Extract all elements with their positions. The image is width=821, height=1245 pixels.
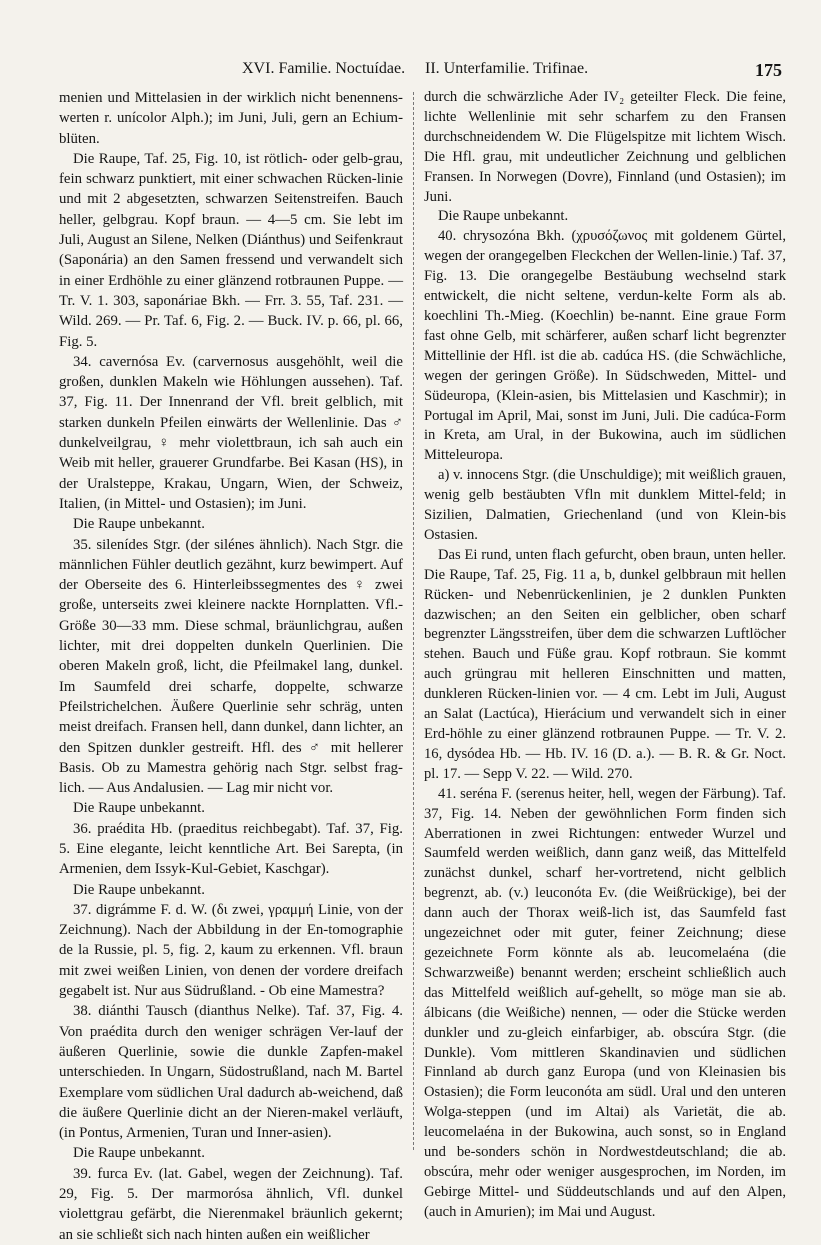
paragraph: 35. silenídes Stgr. (der silénes ähnlich). Nach Stgr. die männlichen Fühler deutlich gezähnt, kurz bewimpert. Auf der Oberseite des 6. Hinterleibssegmentes des ♀ zwei große, unterseits zwei kleinere nackte Hornplatten. Vfl.-Größe 30—33 mm. Diese schmal, bräunlichgrau, außen lichter, mit drei doppelten dunkeln Querlinien. Die oberen Makeln groß, licht, die Pfeilmakel lang, dunkel. Im Saumfeld drei scharfe, doppelte, schwarze Pfeilstrichelchen. Äußere Querlinie sehr schräg, unten meist dreifach. Fransen hell, dann dunkel, dann lichter, an den Spitzen dunkler gestreift. Hfl. des ♂ mit hellerer Basis. Ob zu Mamestra gehörig nach Stgr. selbst frag-lich. — Aus Andalusien. — Lag mir nicht vor. xyxy=(59,536,403,797)
paragraph: Die Raupe unbekannt. xyxy=(73,1145,205,1162)
paragraph: Die Raupe unbekannt. xyxy=(73,516,205,533)
paragraph: Das Ei rund, unten flach gefurcht, oben braun, unten heller. Die Raupe, Taf. 25, Fig. 11 a, b, dunkel gelbbraun mit hellen Rücken- und Nebenrückenlinien, je 2 dunklen Punkten dazwischen; an den Seiten ein gelblicher, oben scharf begrenzter Längsstreifen, über dem die schwarzen Luftlöcher stehen. Bauch und Füße grau. Kopf rotbraun. Sie kommt auch grüngrau mit helleren Einschnitten und matten, dunkleren Rücken-linien vor. — 4 cm. Lebt im Juli, August an Salat (Lactúca), Hierácium und verwandelt sich in einer Erd-höhle zu einer glänzend rotbraunen Puppe. — Tr. V. 2. 16, dysódea Hb. — Hb. IV. 16 (D. a.). — B. R. & Gr. Noct. pl. 17. — Sepp V. 22. — Wild. 270. xyxy=(424,546,786,782)
left-column xyxy=(59,88,403,1245)
paragraph: Die Raupe unbekannt. xyxy=(73,881,205,898)
paragraph: menien und Mittelasien in der wirklich nicht benennens-werten r. unícolor Alph.); im Juni, Juli, gern an Echium-blüten. xyxy=(59,90,403,147)
paragraph: a) v. innocens Stgr. (die Unschuldige); mit weißlich grauen, wenig gelb bestäubten Vfln mit dunklem Mittel-feld; in Sizilien, Dalmatien, Griechenland (und von Klein-bis Ostasien. xyxy=(424,467,787,543)
paragraph: Die Raupe unbekannt. xyxy=(73,800,205,817)
header-subfamily: II. Unterfamilie. Trifinae. xyxy=(425,60,589,77)
paragraph: 38. diánthi Tausch (dianthus Nelke). Taf. 37, Fig. 4. Von praédita durch den weniger schrägen Ver-lauf der äußeren Querlinie, sowie die dunkle Zapfen-makel unterschieden. In Ungarn, Südostrußland, nach M. Bartel Exemplare vom südlichen Ural dadurch ab-weichend, daß die äußere Querlinie dicht an der Nieren-makel verläuft, (in Pontus, Armenien, Turan und Inner-asien). xyxy=(59,1003,403,1142)
paragraph: 39. furca Ev. (lat. Gabel, wegen der Zeichnung). Taf. 29, Fig. 5. Der marmorósa ähnlich, Vfl. dunkel violettgrau gefärbt, die Nierenmakel bräunlich gekernt; an sie schließt sich nach hinten außen ein weißlicher xyxy=(59,1165,403,1243)
right-column xyxy=(424,88,786,1223)
paragraph: Die Raupe, Taf. 25, Fig. 10, ist rötlich- oder gelb-grau, fein schwarz punktiert, mit einer schwachen Rücken-linie und mit 2 abgesetzten, schwarzen Seitenstreifen. Bauch heller, gelbgrau. Kopf braun. — 4—5 cm. Sie lebt im Juli, August an Silene, Nelken (Diánthus) und Seifenkraut (Saponária) an den Samen fressend und verwandelt sich in einer Erdhöhle zu einer glänzend rotbraunen Puppe. — Tr. V. 1. 303, saponáriae Bkh. — Frr. 3. 55, Taf. 231. — Wild. 269. — Pr. Taf. 6, Fig. 2. — Buck. IV. p. 66, pl. 66, Fig. 5. xyxy=(59,150,403,350)
paragraph: Die Raupe unbekannt. xyxy=(438,208,569,225)
running-header xyxy=(0,50,821,80)
paragraph: 36. praédita Hb. (praeditus reichbegabt). Taf. 37, Fig. 5. Eine elegante, leicht kenntliche Art. Bei Sarepta, (in Armenien, dem Issyk-Kul-Gebiet, Kaschgar). xyxy=(59,820,403,878)
header-family: XVI. Familie. Noctuídae. xyxy=(242,60,406,77)
paragraph: 41. seréna F. (serenus heiter, hell, wegen der Färbung). Taf. 37, Fig. 14. Neben der gewöhnlichen Form finden sich Aberrationen in zwei Richtungen: entweder Wurzel und Saumfeld werden weißlich, dann ganz weiß, das Mittelfeld zunächst dunkel, scharf her-vortretend, nicht gelblich begrenzt, ab. (v.) leuconóta Ev. (die Weißrückige), bei der dann auch der Thorax weiß-lich ist, das Saumfeld fast ungezeichnet oder mit guter, feiner Zeichnung; diese gezeichnete Form könnte als ab. leucomelaéna (die Schwarzweiße) benannt werden; erscheint schließlich auch das Mittelfeld weißlich auf-gehellt, so möge man sie ab. álbicans (die Weißiche) nennen, — oder die Stücke werden dunkler und zu-gleich einfarbiger, ab. obscúra Stgr. (die Dunkle). Vom mittleren Skandinavien und südlichen Finnland ab durch ganz Europa (und von Kleinasien bis Ostasien); die Form leuconóta am südl. Ural und den unteren Wolga-steppen (und im Altai) als Varietät, die ab. leucomelaéna in der Bukowina, auch sonst, so in England und be-sonders schön in Nordwestdeutschland; die ab. obscúra, mehr oder weniger ausgesprochen, im Norden, im Gebirge Mittel- und Süddeutschlands und auf den Alpen, (auch in Amurien); im Mai und August. xyxy=(424,785,786,1220)
page-number: 175 xyxy=(755,60,782,80)
paragraph: 37. digrámme F. d. W. (δι zwei, γραμμή Linie, von der Zeichnung). Nach der Abbildung in der En-tomographie de la Russie, pl. 5, fig. 2, kaum zu erkennen. Vfl. braun mit zwei weißen Linien, von denen der vordere dreifach gegabelt ist. Nur aus Südrußland. - Ob eine Mamestra? xyxy=(59,901,403,1000)
column-divider xyxy=(413,92,415,1150)
paragraph: 34. cavernósa Ev. (carvernosus ausgehöhlt, weil die großen, dunklen Makeln wie Höhlungen aussehen). Taf. 37, Fig. 11. Der Innenrand der Vfl. breit gelblich, mit starken dunkeln Pfeilen einwärts der Wellenlinie. Das ♂ dunkelveilgrau, ♀ mehr violettbraun, ich sah auch ein Weib mit heller, grauerer Grundfarbe. Bei Kasan (HS), in der Uralsteppe, Krakau, Ungarn, Wien, der Schweiz, Italien, (in Mittel- und Ostasien); im Juni. xyxy=(59,353,403,512)
paragraph: 40. chrysozóna Bkh. (χρυσόζωνος mit goldenem Gürtel, wegen der orangegelben Fleckchen der Wellen-linie.) Taf. 37, Fig. 13. Die orangegelbe Bestäubung wechselnd stark entwickelt, die nicht seltene, verdun-kelte Form als ab. koechlini Th.-Mieg. (Koechlin) be-nannt. Eine graue Form fast ohne Gelb, mit schärferer, außen scharf licht begrenzter Mittellinie der Hfl. ist die ab. cadúca HS. (die Schwächliche, wegen der geringen Größe). In Südschweden, Mittel- und Südeuropa, (Klein-asien, bis Mittelasien und Kaschmir); in Portugal im April, Mai, sonst im Juni, Juli. Die cadúca-Form in Kreta, am Ural, in der Bukowina, auch im südlichen Mitteleuropa. xyxy=(424,228,786,464)
paragraph: durch die schwärzliche Ader IV₂ geteilter Fleck. Die feine, lichte Wellenlinie mit sehr scharfem zu den Fransen durchschneidendem W. Die Flügelspitze mit lichtem Wisch. Die Hfl. grau, mit undeutlicher Zeichnung und gelblichen Fransen. In Norwegen (Dovre), Finnland (und Ostasien); im Juni. xyxy=(424,89,786,205)
